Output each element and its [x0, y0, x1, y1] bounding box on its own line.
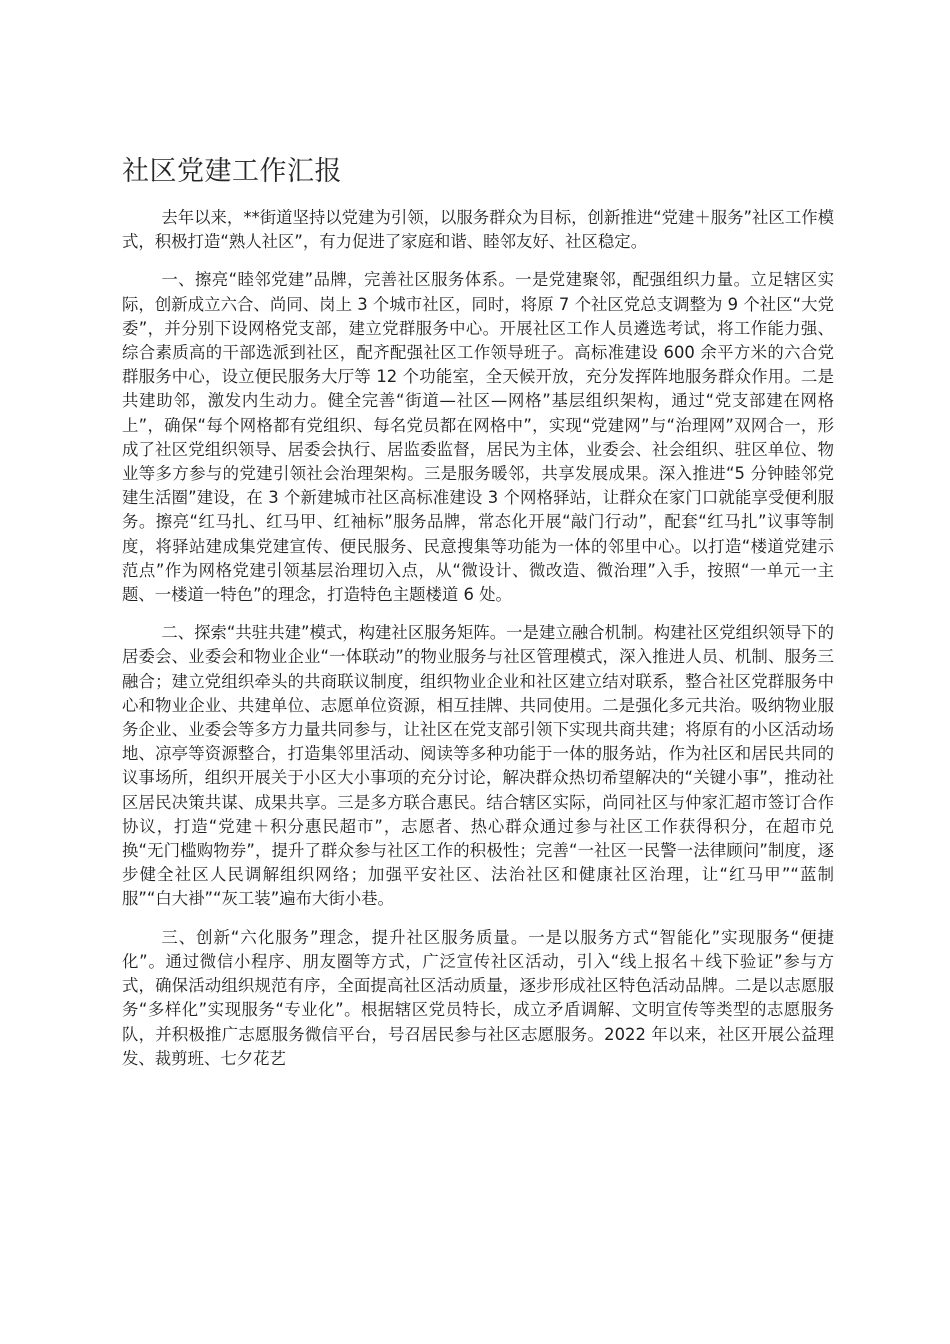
document-title: 社区党建工作汇报: [122, 156, 342, 187]
document-body: [122, 206, 834, 1085]
paragraph-section-2: 二、探索“共驻共建”模式，构建社区服务矩阵。一是建立融合机制。构建社区党组织领导下的居委会、业委会和物业企业“一体联动”的物业服务与社区管理模式，深入推进人员、机制、服务三融合；建立党组织牵头的共商联议制度，组织物业企业和社区建立结对联系，整合社区党群服务中心和物业企业、共建单位、志愿单位资源，相互挂牌、共同使用。二是强化多元共治。吸纳物业服务企业、业委会等多方力量共同参与，让社区在党支部引领下实现共商共建；将原有的小区活动场地、凉亭等资源整合，打造集邻里活动、阅读等多种功能于一体的服务站，作为社区和居民共同的议事场所，组织开展关于小区大小事项的充分讨论，解决群众热切希望解决的“关键小事”，推动社区居民决策共谋、成果共享。三是多方联合惠民。结合辖区实际，尚同社区与仲家汇超市签订合作协议，打造“党建＋积分惠民超市”，志愿者、热心群众通过参与社区工作获得积分，在超市兑换“无门槛购物券”，提升了群众参与社区工作的积极性；完善“一社区一民警一法律顾问”制度，逐步健全社区人民调解组织网络；加强平安社区、法治社区和健康社区治理，让“红马甲”“蓝制服”“白大褂”“灰工装”遍布大街小巷。: [122, 623, 834, 909]
paragraph-section-1: 一、擦亮“睦邻党建”品牌，完善社区服务体系。一是党建聚邻，配强组织力量。立足辖区实际，创新成立六合、尚同、岗上 3 个城市社区，同时，将原 7 个社区党总支调整为 9 个社区“大党委”，并分别下设网格党支部，建立党群服务中心。开展社区工作人员遴选考试，将工作能力强、综合素质高的干部选派到社区，配齐配强社区工作领导班子。高标准建设 600 余平方米的六合党群服务中心，设立便民服务大厅等 12 个功能室，全天候开放，充分发挥阵地服务群众作用。二是共建助邻，激发内生动力。健全完善“街道—社区—网格”基层组织架构，通过“党支部建在网格上”，确保“每个网格都有党组织、每名党员都在网格中”，实现“党建网”与“治理网”双网合一，形成了社区党组织领导、居委会执行、居监委监督，居民为主体，业委会、社会组织、驻区单位、物业等多方参与的党建引领社会治理架构。三是服务暖邻，共享发展成果。深入推进“5 分钟睦邻党建生活圈”建设，在 3 个新建城市社区高标准建设 3 个网格驿站，让群众在家门口就能享受便利服务。擦亮“红马扎、红马甲、红袖标”服务品牌，常态化开展“敲门行动”，配套“红马扎”议事等制度，将驿站建成集党建宣传、便民服务、民意搜集等功能为一体的邻里中心。以打造“楼道党建示范点”作为网格党建引领基层治理切入点，从“微设计、微改造、微治理”入手，按照“一单元一主题、一楼道一特色”的理念，打造特色主题楼道 6 处。: [122, 270, 834, 605]
paragraph-intro: 去年以来，**街道坚持以党建为引领，以服务群众为目标，创新推进“党建＋服务”社区工作模式，积极打造“熟人社区”，有力促进了家庭和谐、睦邻友好、社区稳定。: [122, 208, 834, 252]
paragraph-section-3: 三、创新“六化服务”理念，提升社区服务质量。一是以服务方式“智能化”实现服务“便捷化”。通过微信小程序、朋友圈等方式，广泛宣传社区活动，引入“线上报名＋线下验证”参与方式，确保活动组织规范有序，全面提高社区活动质量，逐步形成社区特色活动品牌。二是以志愿服务“多样化”实现服务“专业化”。根据辖区党员特长，成立矛盾调解、文明宣传等类型的志愿服务队，并积极推广志愿服务微信平台，号召居民参与社区志愿服务。2022 年以来，社区开展公益理发、裁剪班、七夕花艺: [122, 927, 834, 1068]
